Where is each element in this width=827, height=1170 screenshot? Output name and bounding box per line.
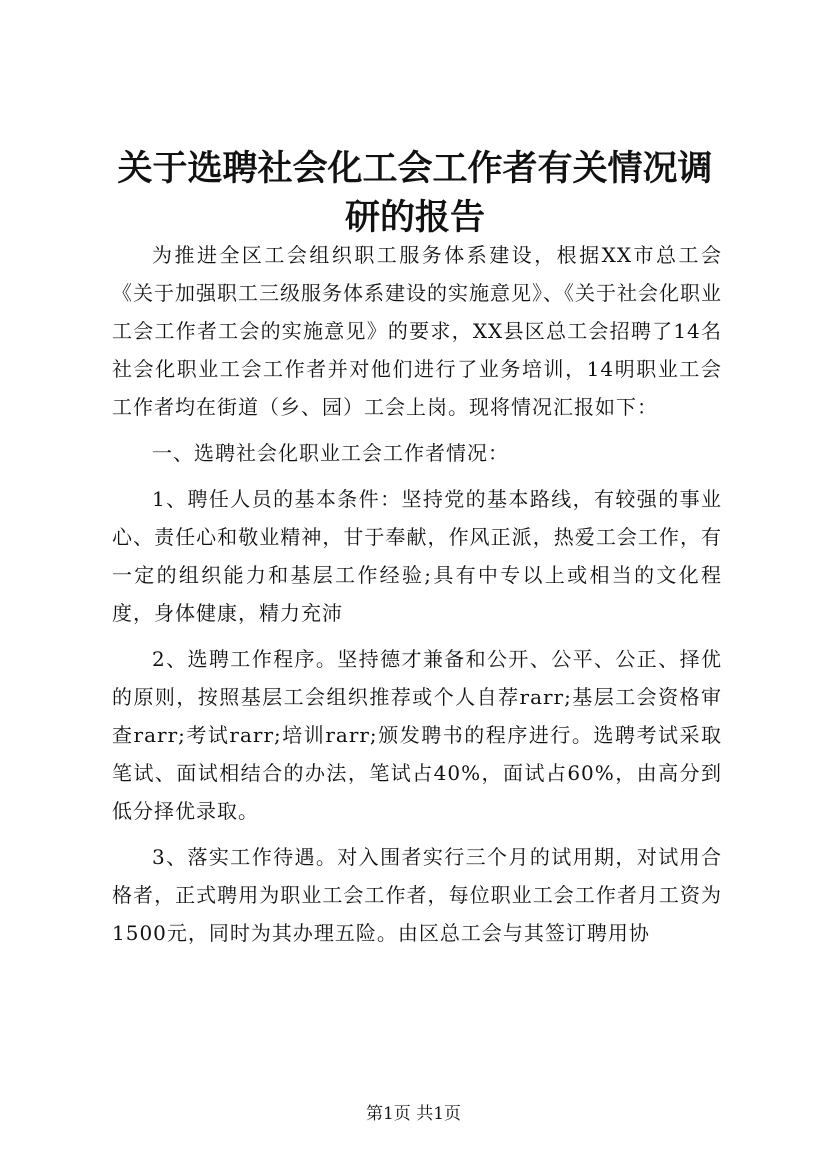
paragraph-selection-procedure: 2、选聘工作程序。坚持德才兼备和公开、公平、公正、择优的原则，按照基层工会组织推荐或个人自荐rarr;基层工会资格审查rarr;考试rarr;培训rarr;颁发聘书的程序进行。选聘考试采取笔试、面试相结合的办法，笔试占40%，面试占60%，由高分到低分择优录取。 — [112, 647, 722, 823]
document-title: 关于选聘社会化工会工作者有关情况调研的报告 — [117, 148, 713, 238]
paragraph-intro: 为推进全区工会组织职工服务体系建设，根据XX市总工会《关于加强职工三级服务体系建设的实施意见》、《关于社会化职业工会工作者工会的实施意见》的要求，XX县区总工会招聘了14名社会化职业工会工作者并对他们进行了业务培训，14明职业工会工作者均在街道（乡、园）工会上岗。现将情况汇报如下： — [112, 243, 722, 419]
paragraph-basic-conditions: 1、聘任人员的基本条件：坚持党的基本路线，有较强的事业心、责任心和敬业精神，甘于奉献，作风正派，热爱工会工作，有一定的组织能力和基层工作经验;具有中专以上或相当的文化程度，身体健康，精力充沛 — [112, 487, 722, 625]
section-heading: 一、选聘社会化职业工会工作者情况： — [152, 441, 509, 465]
page-number-footer: 第1页 共1页 — [365, 1104, 462, 1124]
paragraph-work-benefits: 3、落实工作待遇。对入围者实行三个月的试用期，对试用合格者，正式聘用为职业工会工作者，每位职业工会工作者月工资为1500元，同时为其办理五险。由区总工会与其签订聘用协 — [112, 845, 722, 945]
document-body — [112, 236, 722, 960]
